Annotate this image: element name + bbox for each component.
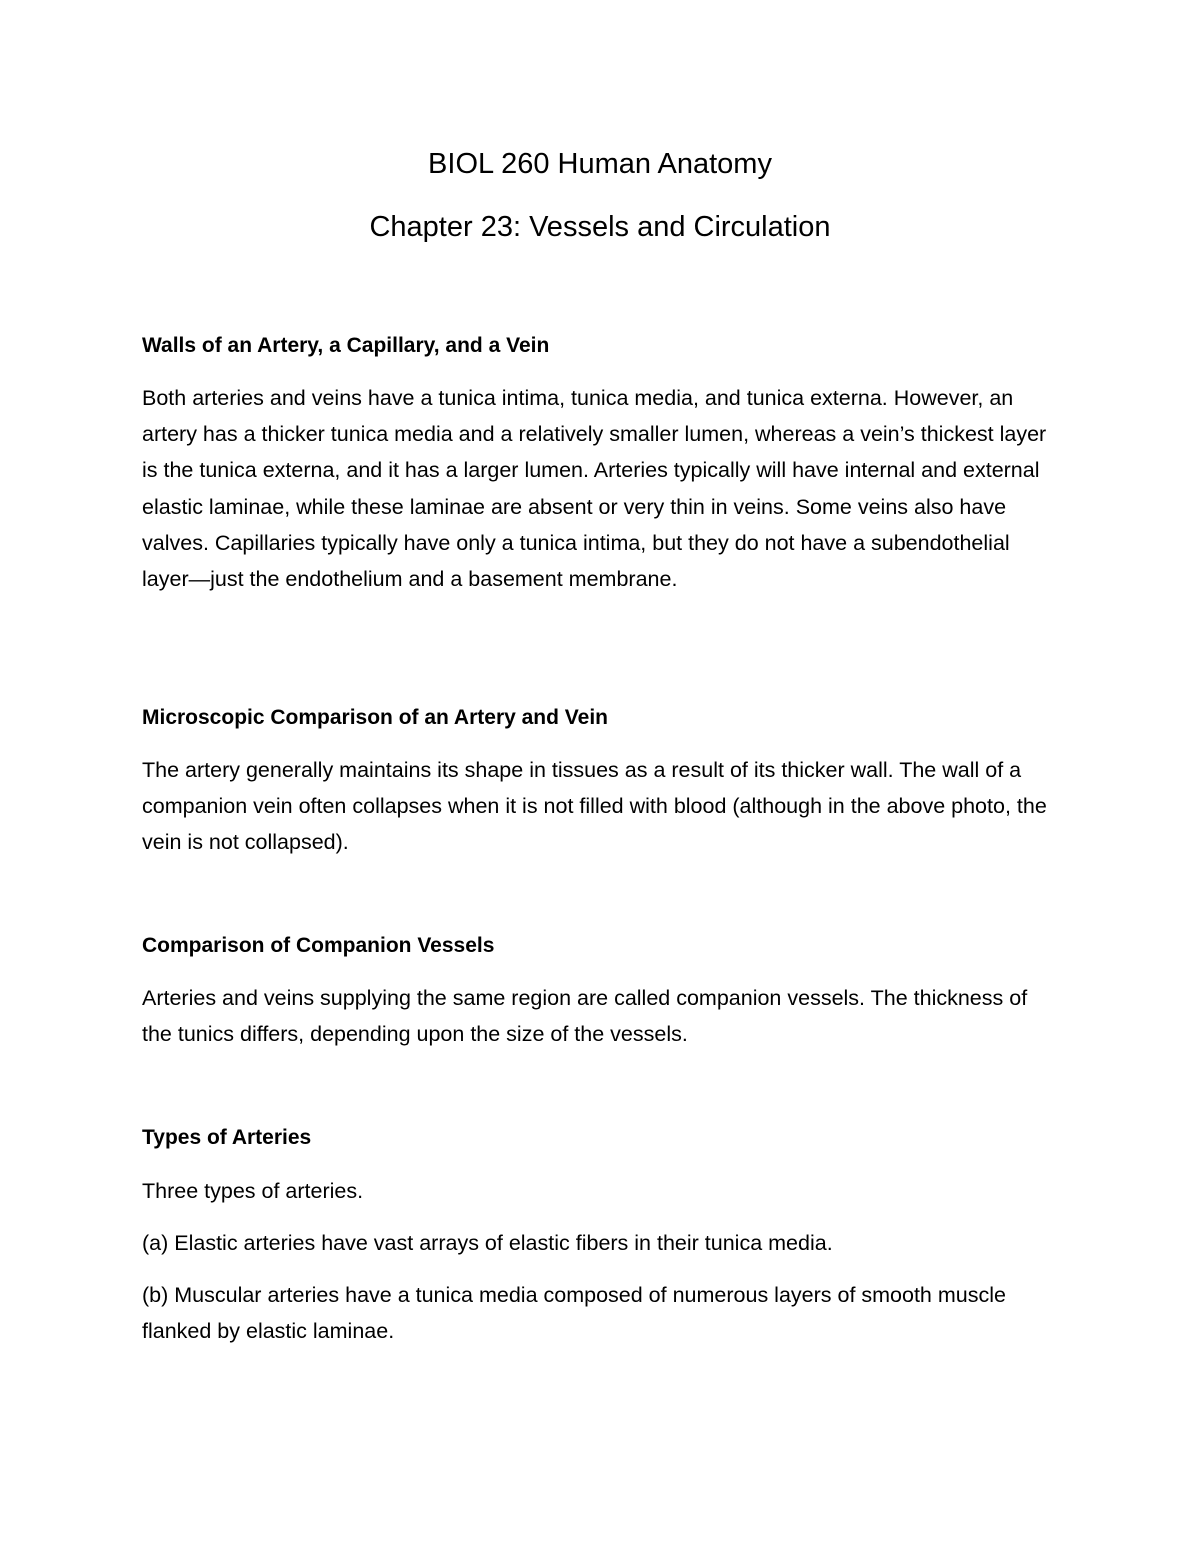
chapter-title: Chapter 23: Vessels and Circulation [369,211,831,243]
section-body-microscopic: The artery generally maintains its shape in tissues as a result of its thicker wall. The wall of a companion vein often collapses when it is not filled with blood (although in the above photo, the vein is not collapsed). [142,758,1047,855]
artery-types-intro: Three types of arteries. [142,1179,364,1203]
section-body-walls: Both arteries and veins have a tunica intima, tunica media, and tunica externa. However, an artery has a thicker tunica media and a relatively smaller lumen, whereas a vein’s thickest layer is the tunica externa, and it has a larger lumen. Arteries typically will have internal and external elastic laminae, while these laminae are absent or very thin in veins. Some veins also have valves. Capillaries typically have only a tunica intima, but they do not have a subendothelial layer—just the endothelium and a basement membrane. [142,386,1047,592]
section-heading-walls: Walls of an Artery, a Capillary, and a Vein [142,334,550,357]
section-body-companion: Arteries and veins supplying the same region are called companion vessels. The thickness of the tunics differs, depending upon the size of the vessels. [142,986,1028,1047]
artery-type-item: (a) Elastic arteries have vast arrays of elastic fibers in their tunica media. [142,1231,833,1255]
section-heading-microscopic: Microscopic Comparison of an Artery and Vein [142,706,608,729]
course-title: BIOL 260 Human Anatomy [428,148,772,180]
artery-type-item: (b) Muscular arteries have a tunica media composed of numerous layers of smooth muscle flanked by elastic laminae. [142,1283,1006,1344]
section-heading-artery-types: Types of Arteries [142,1126,312,1149]
section-heading-companion: Comparison of Companion Vessels [142,934,495,957]
